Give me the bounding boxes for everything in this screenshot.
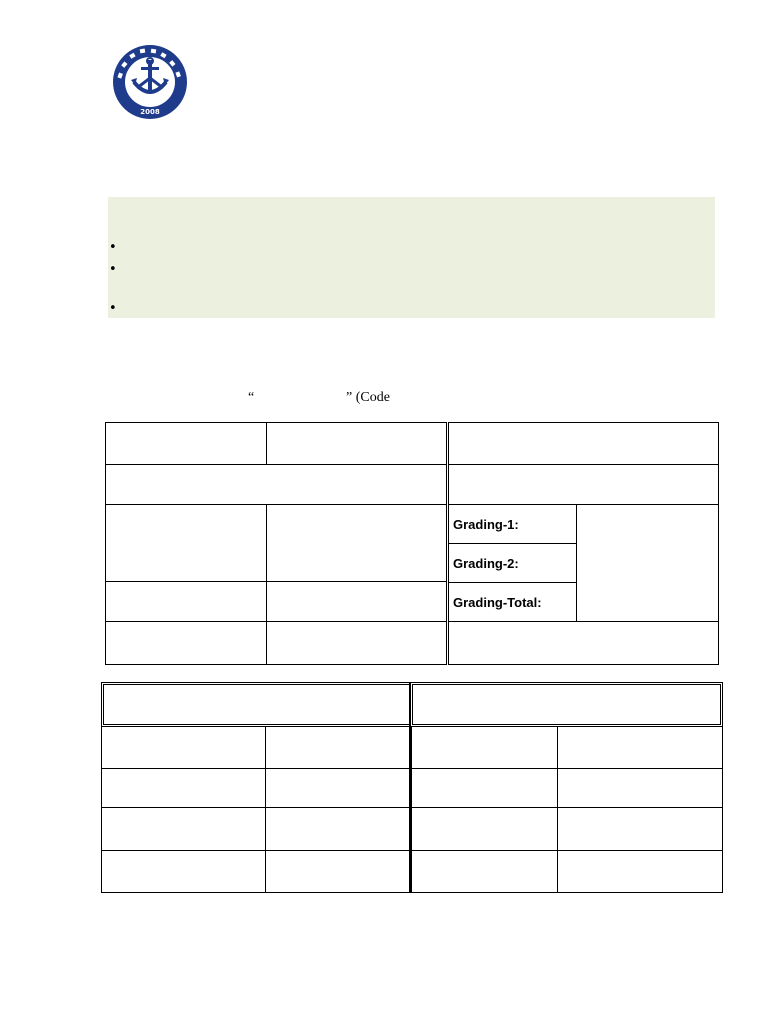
- table-cell[interactable]: [105, 504, 267, 582]
- table-cell[interactable]: [557, 807, 723, 851]
- grading-score-cell[interactable]: [576, 504, 719, 622]
- table-cell[interactable]: [448, 621, 719, 665]
- table-cell[interactable]: [101, 768, 266, 808]
- table-cell[interactable]: [101, 726, 266, 769]
- table-cell[interactable]: [101, 807, 266, 851]
- table-cell[interactable]: [101, 850, 266, 893]
- table-cell[interactable]: [105, 621, 267, 665]
- table-cell[interactable]: [557, 768, 723, 808]
- table-cell[interactable]: [265, 768, 411, 808]
- table-divider: [409, 682, 411, 893]
- table-cell[interactable]: [105, 422, 267, 465]
- caption-course-code: ” (Code: [346, 390, 390, 405]
- table-cell[interactable]: [266, 504, 447, 582]
- table-header-cell: [101, 682, 412, 727]
- table-cell[interactable]: [265, 850, 411, 893]
- table-cell[interactable]: [448, 422, 719, 465]
- table-cell[interactable]: [448, 464, 719, 505]
- table-cell[interactable]: [266, 581, 447, 622]
- notice-bullet: •: [109, 301, 117, 316]
- notice-bullet: •: [109, 262, 117, 277]
- table-cell[interactable]: [557, 726, 723, 769]
- table-cell[interactable]: [411, 850, 558, 893]
- university-logo: [110, 44, 190, 120]
- table-cell[interactable]: [105, 464, 447, 505]
- table-cell[interactable]: [265, 726, 411, 769]
- grading-1-label: Grading-1:: [448, 504, 577, 544]
- notice-bullet: •: [109, 240, 117, 255]
- table-cell[interactable]: [411, 807, 558, 851]
- grading-total-label: Grading-Total:: [448, 582, 577, 622]
- table-cell[interactable]: [265, 807, 411, 851]
- caption-open-quote: “: [248, 390, 255, 405]
- svg-text:2008: 2008: [140, 108, 160, 116]
- table-header-cell: [410, 682, 723, 727]
- table-cell[interactable]: [266, 621, 447, 665]
- table-cell[interactable]: [411, 726, 558, 769]
- notice-box: [108, 197, 715, 318]
- grading-2-label: Grading-2:: [448, 543, 577, 583]
- table-cell[interactable]: [105, 581, 267, 622]
- table-cell[interactable]: [557, 850, 723, 893]
- table-cell[interactable]: [266, 422, 447, 465]
- table-cell[interactable]: [411, 768, 558, 808]
